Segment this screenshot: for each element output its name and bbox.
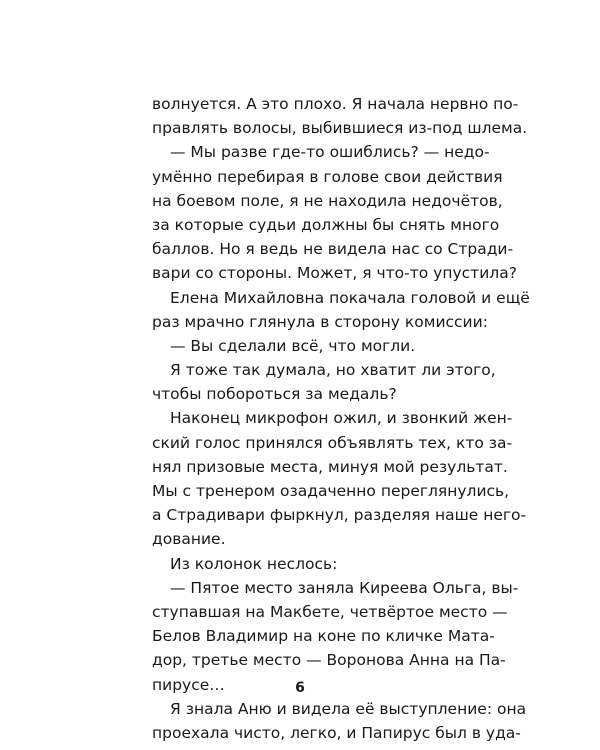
text-line: ский голос принялся объявлять тех, кто за- <box>152 433 513 452</box>
text-line: нял призовые места, минуя мой результат. <box>152 457 508 476</box>
text-line: волнуется. А это плохо. Я начала нервно по- <box>152 95 519 113</box>
text-line: за которые судьи должны бы снять много <box>152 215 500 234</box>
text-line: вари со стороны. Может, я что-то упустила? <box>152 264 517 283</box>
text-line: Мы с тренером озадаченно переглянулись, <box>152 482 510 500</box>
text-line: Елена Михайловна покачала головой и ещё <box>170 288 530 307</box>
text-line: — Пятое место заняла Киреева Ольга, вы- <box>170 578 519 597</box>
text-line: Из колонок неслось: <box>170 554 338 573</box>
text-line: — Вы сделали всё, что могли. <box>170 336 416 355</box>
text-line: баллов. Но я ведь не видела нас со Стради- <box>152 240 514 259</box>
text-line: правлять волосы, выбившиеся из-под шлема. <box>152 119 528 138</box>
text-line: дор, третье место — Воронова Анна на Па- <box>152 651 506 670</box>
text-line: чтобы побороться за медаль? <box>152 385 397 404</box>
body-text <box>152 92 530 745</box>
text-line: пирусе… <box>152 675 225 694</box>
text-line: умённо перебирая в голове свои действия <box>152 167 503 186</box>
text-line: Наконец микрофон ожил, и звонкий жен- <box>170 409 513 428</box>
text-line: ступавшая на Макбете, четвёртое место — <box>152 602 508 621</box>
text-line: дование. <box>152 530 226 549</box>
text-line: Я знала Аню и видела её выступление: она <box>170 699 527 718</box>
text-line: раз мрачно глянула в сторону комиссии: <box>152 312 488 331</box>
text-line: а Страдивари фыркнул, разделяя наше него- <box>152 506 527 525</box>
page-number: 6 <box>295 680 305 696</box>
text-line: Белов Владимир на коне по кличке Мата- <box>152 627 495 646</box>
text-line: проехала чисто, легко, и Папирус был в уда- <box>152 723 521 742</box>
text-line: Я тоже так думала, но хватит ли этого, <box>170 361 496 380</box>
text-line: — Мы разве где-то ошиблись? — недо- <box>170 143 490 162</box>
text-line: на боевом поле, я не находила недочётов, <box>152 191 503 210</box>
